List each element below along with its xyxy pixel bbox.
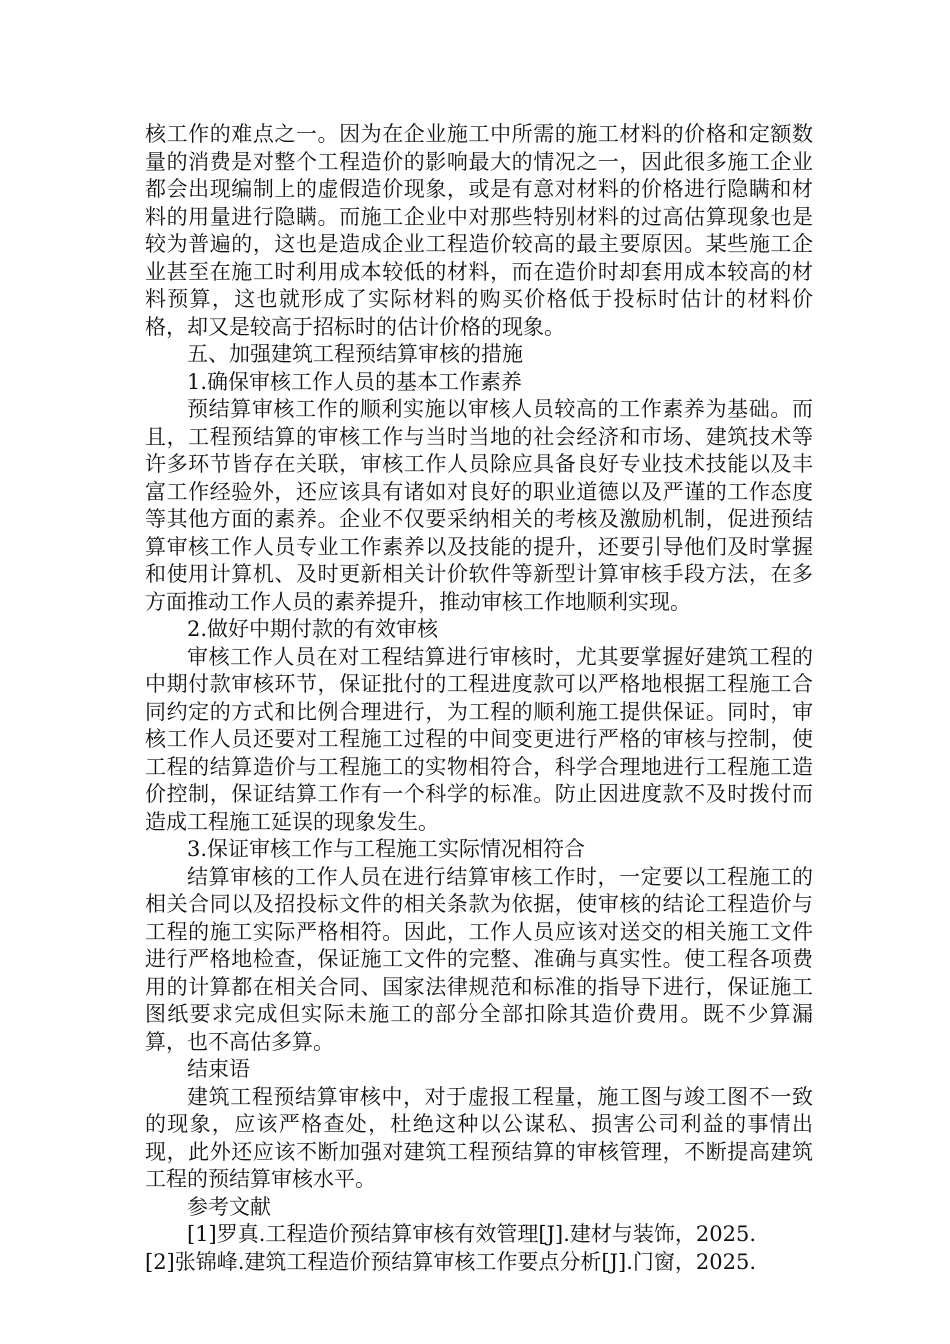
body-paragraph: 结算审核的工作人员在进行结算审核工作时，一定要以工程施工的相关合同以及招投标文件的相关条款为依据，使审核的结论工程造价与工程的施工实际严格相符。因此，工作人员应该对送交的相关施工文件进行严格地检查，保证施工文件的完整、准确与真实性。使工程各项费用的计算都在相关合同、国家法律规范和标准的指导下进行，保证施工图纸要求完成但实际未施工的部分全部扣除其造价费用。既不少算漏算，也不高估多算。	[145, 864, 813, 1054]
document-body	[145, 121, 813, 1276]
subsection-heading: 2.做好中期付款的有效审核	[187, 617, 439, 641]
subsection-heading: 1.确保审核工作人员的基本工作素养	[187, 369, 523, 394]
reference-item: [1]罗真.工程造价预结算审核有效管理[J].建材与装饰，2025.	[187, 1222, 757, 1246]
section-heading: 五、加强建筑工程预结算审核的措施	[187, 342, 523, 366]
body-paragraph: 核工作的难点之一。因为在企业施工中所需的施工材料的价格和定额数量的消费是对整个工程造价的影响最大的情况之一，因此很多施工企业都会出现编制上的虚假造价现象，或是有意对材料的价格进行隐瞒和材料的用量进行隐瞒。而施工企业中对那些特别材料的过高估算现象也是较为普遍的，这也是造成企业工程造价较高的最主要原因。某些施工企业甚至在施工时利用成本较低的材料，而在造价时却套用成本较高的材料预算，这也就形成了实际材料的购买价格低于投标时估计的材料价格，却又是较高于招标时的估计价格的现象。	[145, 122, 813, 339]
body-paragraph: 预结算审核工作的顺利实施以审核人员较高的工作素养为基础。而且，工程预结算的审核工作与当时当地的社会经济和市场、建筑技术等许多环节皆存在关联，审核工作人员除应具备良好专业技术技能以及丰富工作经验外，还应该具有诸如对良好的职业道德以及严谨的工作态度等其他方面的素养。企业不仅要采纳相关的考核及激励机制，促进预结算审核工作人员专业工作素养以及技能的提升，还要引导他们及时掌握和使用计算机、及时更新相关计价软件等新型计算审核手段方法，在多方面推动工作人员的素养提升，推动审核工作地顺利实现。	[145, 397, 813, 614]
conclusion-heading: 结束语	[187, 1057, 250, 1081]
body-paragraph: 建筑工程预结算审核中，对于虚报工程量，施工图与竣工图不一致的现象，应该严格查处，杜绝这种以公谋私、损害公司利益的事情出现，此外还应该不断加强对建筑工程预结算的审核管理，不断提高建筑工程的预结算审核水平。	[145, 1084, 813, 1191]
references-heading: 参考文献	[187, 1194, 271, 1219]
body-paragraph: 审核工作人员在对工程结算进行审核时，尤其要掌握好建筑工程的中期付款审核环节，保证批付的工程进度款可以严格地根据工程施工合同约定的方式和比例合理进行，为工程的顺利施工提供保证。同时，审核工作人员还要对工程施工过程的中间变更进行严格的审核与控制，使工程的结算造价与工程施工的实物相符合，科学合理地进行工程施工造价控制，保证结算工作有一个科学的标准。防止因进度款不及时拨付而造成工程施工延误的现象发生。	[145, 644, 813, 834]
subsection-heading: 3.保证审核工作与工程施工实际情况相符合	[187, 837, 586, 861]
reference-item: [2]张锦峰.建筑工程造价预结算审核工作要点分析[J].门窗，2025.	[145, 1249, 757, 1274]
